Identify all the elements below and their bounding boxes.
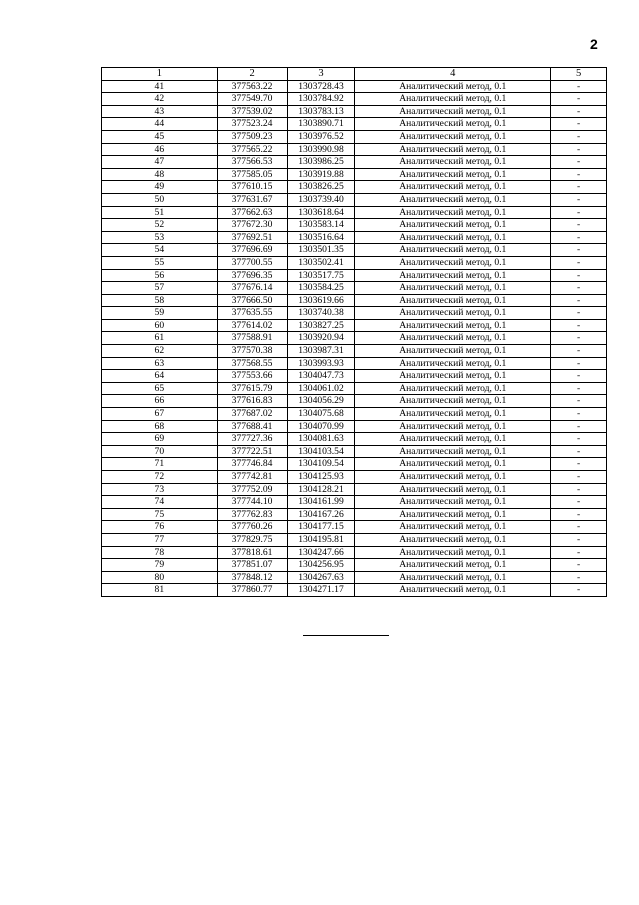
point-number-cell: 61	[102, 332, 218, 345]
point-number-cell: 68	[102, 420, 218, 433]
method-cell: Аналитический метод, 0.1	[355, 382, 551, 395]
point-number-cell: 46	[102, 143, 218, 156]
method-cell: Аналитический метод, 0.1	[355, 156, 551, 169]
y-coordinate-cell: 1304070.99	[287, 420, 355, 433]
y-coordinate-cell: 1304167.26	[287, 508, 355, 521]
table-row	[102, 193, 607, 206]
note-cell: -	[551, 332, 607, 345]
method-cell: Аналитический метод, 0.1	[355, 307, 551, 320]
x-coordinate-cell: 377631.67	[217, 193, 287, 206]
note-cell: -	[551, 282, 607, 295]
point-number-cell: 54	[102, 244, 218, 257]
point-number-cell: 50	[102, 193, 218, 206]
method-cell: Аналитический метод, 0.1	[355, 420, 551, 433]
point-number-cell: 63	[102, 357, 218, 370]
y-coordinate-cell: 1304128.21	[287, 483, 355, 496]
y-coordinate-cell: 1304247.66	[287, 546, 355, 559]
table-row	[102, 357, 607, 370]
x-coordinate-cell: 377762.83	[217, 508, 287, 521]
y-coordinate-cell: 1303517.75	[287, 269, 355, 282]
table-row	[102, 206, 607, 219]
note-cell: -	[551, 244, 607, 257]
point-number-cell: 53	[102, 231, 218, 244]
table-row	[102, 168, 607, 181]
point-number-cell: 74	[102, 496, 218, 509]
method-cell: Аналитический метод, 0.1	[355, 231, 551, 244]
note-cell: -	[551, 193, 607, 206]
table-header-row	[102, 68, 607, 81]
method-cell: Аналитический метод, 0.1	[355, 584, 551, 597]
method-cell: Аналитический метод, 0.1	[355, 294, 551, 307]
table-row	[102, 269, 607, 282]
y-coordinate-cell: 1303619.66	[287, 294, 355, 307]
x-coordinate-cell: 377722.51	[217, 445, 287, 458]
point-number-cell: 42	[102, 93, 218, 106]
note-cell: -	[551, 408, 607, 421]
x-coordinate-cell: 377727.36	[217, 433, 287, 446]
note-cell: -	[551, 395, 607, 408]
y-coordinate-cell: 1304056.29	[287, 395, 355, 408]
method-cell: Аналитический метод, 0.1	[355, 345, 551, 358]
table-row	[102, 319, 607, 332]
table-row	[102, 508, 607, 521]
x-coordinate-cell: 377635.55	[217, 307, 287, 320]
table-row	[102, 307, 607, 320]
table-row	[102, 143, 607, 156]
point-number-cell: 77	[102, 533, 218, 546]
y-coordinate-cell: 1303618.64	[287, 206, 355, 219]
x-coordinate-cell: 377692.51	[217, 231, 287, 244]
table-row	[102, 181, 607, 194]
method-cell: Аналитический метод, 0.1	[355, 143, 551, 156]
method-cell: Аналитический метод, 0.1	[355, 533, 551, 546]
y-coordinate-cell: 1304195.81	[287, 533, 355, 546]
method-cell: Аналитический метод, 0.1	[355, 105, 551, 118]
y-coordinate-cell: 1303827.25	[287, 319, 355, 332]
note-cell: -	[551, 483, 607, 496]
table-row	[102, 445, 607, 458]
x-coordinate-cell: 377615.79	[217, 382, 287, 395]
y-coordinate-cell: 1303826.25	[287, 181, 355, 194]
column-header: 5	[551, 68, 607, 81]
point-number-cell: 59	[102, 307, 218, 320]
x-coordinate-cell: 377746.84	[217, 458, 287, 471]
column-header: 3	[287, 68, 355, 81]
note-cell: -	[551, 471, 607, 484]
table-body	[102, 80, 607, 596]
point-number-cell: 69	[102, 433, 218, 446]
x-coordinate-cell: 377688.41	[217, 420, 287, 433]
table-row	[102, 256, 607, 269]
x-coordinate-cell: 377662.63	[217, 206, 287, 219]
y-coordinate-cell: 1303501.35	[287, 244, 355, 257]
point-number-cell: 48	[102, 168, 218, 181]
point-number-cell: 79	[102, 559, 218, 572]
note-cell: -	[551, 458, 607, 471]
table-row	[102, 345, 607, 358]
x-coordinate-cell: 377539.02	[217, 105, 287, 118]
method-cell: Аналитический метод, 0.1	[355, 206, 551, 219]
y-coordinate-cell: 1303739.40	[287, 193, 355, 206]
method-cell: Аналитический метод, 0.1	[355, 269, 551, 282]
point-number-cell: 41	[102, 80, 218, 93]
x-coordinate-cell: 377676.14	[217, 282, 287, 295]
note-cell: -	[551, 93, 607, 106]
page-number: 2	[590, 36, 598, 52]
x-coordinate-cell: 377570.38	[217, 345, 287, 358]
note-cell: -	[551, 105, 607, 118]
note-cell: -	[551, 533, 607, 546]
y-coordinate-cell: 1304161.99	[287, 496, 355, 509]
point-number-cell: 55	[102, 256, 218, 269]
table-row	[102, 496, 607, 509]
y-coordinate-cell: 1303584.25	[287, 282, 355, 295]
x-coordinate-cell: 377742.81	[217, 471, 287, 484]
y-coordinate-cell: 1304061.02	[287, 382, 355, 395]
table-row	[102, 471, 607, 484]
x-coordinate-cell: 377744.10	[217, 496, 287, 509]
y-coordinate-cell: 1303740.38	[287, 307, 355, 320]
point-number-cell: 51	[102, 206, 218, 219]
x-coordinate-cell: 377829.75	[217, 533, 287, 546]
method-cell: Аналитический метод, 0.1	[355, 118, 551, 131]
coordinates-table	[101, 67, 607, 597]
y-coordinate-cell: 1303502.41	[287, 256, 355, 269]
x-coordinate-cell: 377818.61	[217, 546, 287, 559]
method-cell: Аналитический метод, 0.1	[355, 458, 551, 471]
x-coordinate-cell: 377553.66	[217, 370, 287, 383]
y-coordinate-cell: 1303583.14	[287, 219, 355, 232]
table-row	[102, 533, 607, 546]
x-coordinate-cell: 377549.70	[217, 93, 287, 106]
point-number-cell: 43	[102, 105, 218, 118]
table-row	[102, 156, 607, 169]
table-row	[102, 244, 607, 257]
y-coordinate-cell: 1303920.94	[287, 332, 355, 345]
method-cell: Аналитический метод, 0.1	[355, 508, 551, 521]
method-cell: Аналитический метод, 0.1	[355, 130, 551, 143]
method-cell: Аналитический метод, 0.1	[355, 193, 551, 206]
point-number-cell: 47	[102, 156, 218, 169]
note-cell: -	[551, 269, 607, 282]
x-coordinate-cell: 377752.09	[217, 483, 287, 496]
method-cell: Аналитический метод, 0.1	[355, 332, 551, 345]
x-coordinate-cell: 377566.53	[217, 156, 287, 169]
y-coordinate-cell: 1304047.73	[287, 370, 355, 383]
point-number-cell: 56	[102, 269, 218, 282]
method-cell: Аналитический метод, 0.1	[355, 93, 551, 106]
note-cell: -	[551, 206, 607, 219]
note-cell: -	[551, 118, 607, 131]
column-header: 1	[102, 68, 218, 81]
y-coordinate-cell: 1304267.63	[287, 571, 355, 584]
method-cell: Аналитический метод, 0.1	[355, 571, 551, 584]
end-divider-line	[303, 635, 389, 636]
y-coordinate-cell: 1303890.71	[287, 118, 355, 131]
y-coordinate-cell: 1304103.54	[287, 445, 355, 458]
method-cell: Аналитический метод, 0.1	[355, 168, 551, 181]
method-cell: Аналитический метод, 0.1	[355, 471, 551, 484]
x-coordinate-cell: 377666.50	[217, 294, 287, 307]
note-cell: -	[551, 584, 607, 597]
note-cell: -	[551, 445, 607, 458]
table-row	[102, 584, 607, 597]
method-cell: Аналитический метод, 0.1	[355, 256, 551, 269]
table-row	[102, 420, 607, 433]
note-cell: -	[551, 307, 607, 320]
point-number-cell: 65	[102, 382, 218, 395]
point-number-cell: 75	[102, 508, 218, 521]
column-header: 2	[217, 68, 287, 81]
y-coordinate-cell: 1304081.63	[287, 433, 355, 446]
y-coordinate-cell: 1303516.64	[287, 231, 355, 244]
note-cell: -	[551, 433, 607, 446]
note-cell: -	[551, 370, 607, 383]
y-coordinate-cell: 1304109.54	[287, 458, 355, 471]
point-number-cell: 80	[102, 571, 218, 584]
point-number-cell: 78	[102, 546, 218, 559]
note-cell: -	[551, 571, 607, 584]
point-number-cell: 57	[102, 282, 218, 295]
x-coordinate-cell: 377696.69	[217, 244, 287, 257]
table-row	[102, 559, 607, 572]
note-cell: -	[551, 294, 607, 307]
method-cell: Аналитический метод, 0.1	[355, 445, 551, 458]
method-cell: Аналитический метод, 0.1	[355, 408, 551, 421]
table-row	[102, 80, 607, 93]
x-coordinate-cell: 377588.91	[217, 332, 287, 345]
method-cell: Аналитический метод, 0.1	[355, 370, 551, 383]
note-cell: -	[551, 546, 607, 559]
table-row	[102, 571, 607, 584]
method-cell: Аналитический метод, 0.1	[355, 546, 551, 559]
table-row	[102, 332, 607, 345]
point-number-cell: 73	[102, 483, 218, 496]
y-coordinate-cell: 1303990.98	[287, 143, 355, 156]
point-number-cell: 81	[102, 584, 218, 597]
point-number-cell: 70	[102, 445, 218, 458]
x-coordinate-cell: 377523.24	[217, 118, 287, 131]
method-cell: Аналитический метод, 0.1	[355, 433, 551, 446]
note-cell: -	[551, 559, 607, 572]
x-coordinate-cell: 377585.05	[217, 168, 287, 181]
point-number-cell: 76	[102, 521, 218, 534]
method-cell: Аналитический метод, 0.1	[355, 181, 551, 194]
x-coordinate-cell: 377760.26	[217, 521, 287, 534]
point-number-cell: 72	[102, 471, 218, 484]
table-row	[102, 483, 607, 496]
table-row	[102, 294, 607, 307]
table-row	[102, 546, 607, 559]
note-cell: -	[551, 181, 607, 194]
x-coordinate-cell: 377563.22	[217, 80, 287, 93]
table-row	[102, 105, 607, 118]
method-cell: Аналитический метод, 0.1	[355, 80, 551, 93]
y-coordinate-cell: 1303784.92	[287, 93, 355, 106]
method-cell: Аналитический метод, 0.1	[355, 282, 551, 295]
y-coordinate-cell: 1304256.95	[287, 559, 355, 572]
table-row	[102, 118, 607, 131]
note-cell: -	[551, 508, 607, 521]
table-row	[102, 408, 607, 421]
point-number-cell: 52	[102, 219, 218, 232]
y-coordinate-cell: 1303987.31	[287, 345, 355, 358]
y-coordinate-cell: 1303783.13	[287, 105, 355, 118]
method-cell: Аналитический метод, 0.1	[355, 483, 551, 496]
table-row	[102, 370, 607, 383]
x-coordinate-cell: 377860.77	[217, 584, 287, 597]
point-number-cell: 66	[102, 395, 218, 408]
note-cell: -	[551, 80, 607, 93]
x-coordinate-cell: 377509.23	[217, 130, 287, 143]
method-cell: Аналитический метод, 0.1	[355, 319, 551, 332]
y-coordinate-cell: 1303993.93	[287, 357, 355, 370]
note-cell: -	[551, 319, 607, 332]
method-cell: Аналитический метод, 0.1	[355, 219, 551, 232]
note-cell: -	[551, 219, 607, 232]
y-coordinate-cell: 1304125.93	[287, 471, 355, 484]
point-number-cell: 58	[102, 294, 218, 307]
note-cell: -	[551, 156, 607, 169]
table-row	[102, 231, 607, 244]
y-coordinate-cell: 1303919.88	[287, 168, 355, 181]
y-coordinate-cell: 1303986.25	[287, 156, 355, 169]
note-cell: -	[551, 521, 607, 534]
x-coordinate-cell: 377610.15	[217, 181, 287, 194]
note-cell: -	[551, 345, 607, 358]
y-coordinate-cell: 1304075.68	[287, 408, 355, 421]
y-coordinate-cell: 1304271.17	[287, 584, 355, 597]
note-cell: -	[551, 496, 607, 509]
y-coordinate-cell: 1303728.43	[287, 80, 355, 93]
point-number-cell: 62	[102, 345, 218, 358]
method-cell: Аналитический метод, 0.1	[355, 357, 551, 370]
table-row	[102, 282, 607, 295]
x-coordinate-cell: 377687.02	[217, 408, 287, 421]
table-row	[102, 93, 607, 106]
x-coordinate-cell: 377848.12	[217, 571, 287, 584]
table-row	[102, 395, 607, 408]
method-cell: Аналитический метод, 0.1	[355, 559, 551, 572]
x-coordinate-cell: 377616.83	[217, 395, 287, 408]
point-number-cell: 44	[102, 118, 218, 131]
note-cell: -	[551, 143, 607, 156]
table-row	[102, 130, 607, 143]
x-coordinate-cell: 377700.55	[217, 256, 287, 269]
point-number-cell: 49	[102, 181, 218, 194]
note-cell: -	[551, 420, 607, 433]
point-number-cell: 64	[102, 370, 218, 383]
table-row	[102, 382, 607, 395]
method-cell: Аналитический метод, 0.1	[355, 496, 551, 509]
x-coordinate-cell: 377565.22	[217, 143, 287, 156]
point-number-cell: 45	[102, 130, 218, 143]
table-row	[102, 458, 607, 471]
note-cell: -	[551, 256, 607, 269]
method-cell: Аналитический метод, 0.1	[355, 244, 551, 257]
column-header: 4	[355, 68, 551, 81]
x-coordinate-cell: 377568.55	[217, 357, 287, 370]
x-coordinate-cell: 377672.30	[217, 219, 287, 232]
x-coordinate-cell: 377851.07	[217, 559, 287, 572]
note-cell: -	[551, 357, 607, 370]
x-coordinate-cell: 377696.35	[217, 269, 287, 282]
note-cell: -	[551, 382, 607, 395]
point-number-cell: 60	[102, 319, 218, 332]
x-coordinate-cell: 377614.02	[217, 319, 287, 332]
note-cell: -	[551, 168, 607, 181]
y-coordinate-cell: 1304177.15	[287, 521, 355, 534]
method-cell: Аналитический метод, 0.1	[355, 521, 551, 534]
table-row	[102, 219, 607, 232]
note-cell: -	[551, 231, 607, 244]
y-coordinate-cell: 1303976.52	[287, 130, 355, 143]
method-cell: Аналитический метод, 0.1	[355, 395, 551, 408]
table-row	[102, 433, 607, 446]
table-row	[102, 521, 607, 534]
point-number-cell: 71	[102, 458, 218, 471]
note-cell: -	[551, 130, 607, 143]
point-number-cell: 67	[102, 408, 218, 421]
